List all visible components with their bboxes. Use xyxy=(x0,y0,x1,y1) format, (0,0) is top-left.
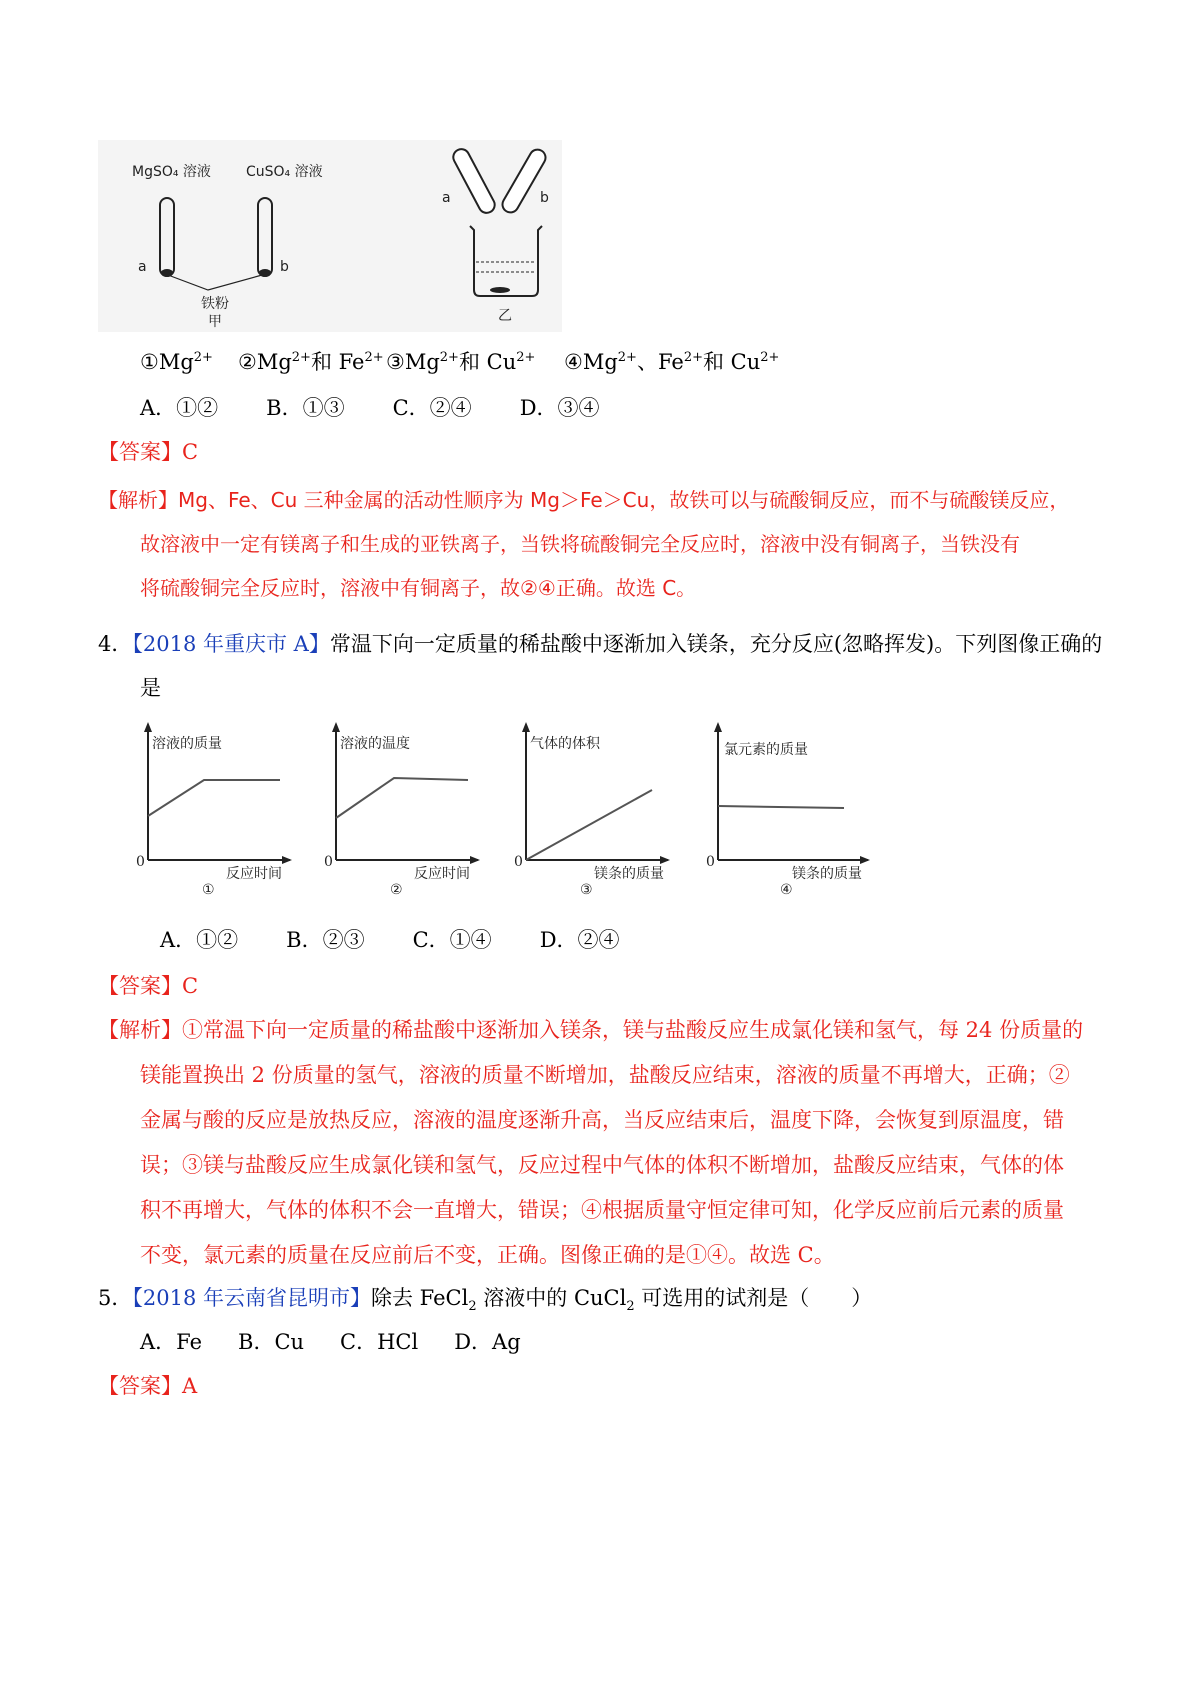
q5-option-a: A．Fe xyxy=(140,1330,203,1354)
analysis-line-6: 不变，氯元素的质量在反应前后不变，正确。图像正确的是①④。故选 C。 xyxy=(140,1243,835,1267)
analysis-label: 【解析】 xyxy=(98,488,178,512)
graph-3-ylabel: 气体的体积 xyxy=(530,736,600,752)
q5-option-d: D．Ag xyxy=(454,1330,521,1354)
graph-2-xlabel: 反应时间 xyxy=(414,866,470,882)
q4-option-d: D．②④ xyxy=(539,928,620,952)
yi-tube-a-label: a xyxy=(442,190,451,206)
q4-options xyxy=(160,926,668,954)
graph-2 xyxy=(318,720,480,904)
answer-label: 【答案】 xyxy=(98,440,182,464)
q4-stem xyxy=(98,630,1102,702)
analysis-line-3: 将硫酸铜完全反应时，溶液中有铜离子，故②④正确。故选 C。 xyxy=(140,576,697,600)
graph-3-xlabel: 镁条的质量 xyxy=(594,866,664,882)
answer-value: C xyxy=(182,440,199,464)
graph-4-ylabel: 氯元素的质量 xyxy=(724,742,808,758)
q5-option-c: C．HCl xyxy=(340,1330,419,1354)
analysis-line-3: 金属与酸的反应是放热反应，溶液的温度逐渐升高，当反应结束后，温度下降，会恢复到原温度，错 xyxy=(140,1108,1064,1132)
ion-choices xyxy=(140,348,779,376)
graph-1-origin: 0 xyxy=(136,854,145,870)
q5-number: 5． xyxy=(98,1286,133,1310)
tube-a-solution-label: MgSO₄ 溶液 xyxy=(132,164,211,180)
analysis-line-2: 镁能置换出 2 份质量的氢气，溶液的质量不断增加，盐酸反应结束，溶液的质量不再增大，正确；② xyxy=(140,1063,1070,1087)
q3-option-b: B．①③ xyxy=(266,396,345,420)
graph-4-origin: 0 xyxy=(706,854,715,870)
graph-3-curve xyxy=(526,790,652,860)
q4-option-b: B．②③ xyxy=(286,928,365,952)
graph-1-number: ① xyxy=(202,882,215,898)
analysis-line-1: ①常温下向一定质量的稀盐酸中逐渐加入镁条，镁与盐酸反应生成氯化镁和氢气，每 24 份质量的 xyxy=(182,1018,1084,1042)
graph-1-curve xyxy=(148,780,280,816)
yi-caption: 乙 xyxy=(498,308,512,324)
graph-2-curve xyxy=(336,778,468,818)
ion-choice-2: $②Mg^{2+}$和 $Fe^{2+}$ xyxy=(238,350,384,374)
graph-3-number: ③ xyxy=(580,882,593,898)
ion-choice-1: $①Mg^{2+}$ xyxy=(140,350,213,374)
graph-2-ylabel: 溶液的温度 xyxy=(340,736,410,752)
graph-1 xyxy=(130,720,292,904)
answer-value: C xyxy=(182,974,199,998)
jia-caption: 甲 xyxy=(208,314,222,330)
graph-2-number: ② xyxy=(390,882,403,898)
tube-a-label: a xyxy=(138,259,147,275)
analysis-line-2: 故溶液中一定有镁离子和生成的亚铁离子，当铁将硫酸铜完全反应时，溶液中没有铜离子，当铁没有 xyxy=(140,532,1020,556)
answer-label: 【答案】 xyxy=(98,974,182,998)
iron-powder-label: 铁粉 xyxy=(201,296,229,312)
q4-analysis xyxy=(98,1016,1083,1286)
q3-option-c: C．②④ xyxy=(392,396,472,420)
graph-4 xyxy=(700,720,872,904)
graph-3 xyxy=(508,720,670,904)
graph-4-number: ④ xyxy=(780,882,793,898)
analysis-line-4: 误；③镁与盐酸反应生成氯化镁和氢气，反应过程中气体的体积不断增加，盐酸反应结束，气体的体 xyxy=(140,1153,1064,1177)
q5-source: 【2018 年云南省昆明市】 xyxy=(132,1286,371,1310)
answer-label: 【答案】 xyxy=(98,1374,182,1398)
yi-tube-b-label: b xyxy=(540,190,549,206)
q4-source: 【2018 年重庆市 A】 xyxy=(132,632,330,656)
graph-3-origin: 0 xyxy=(514,854,523,870)
apparatus-figure xyxy=(98,140,562,332)
graph-2-origin: 0 xyxy=(324,854,333,870)
q4-stem-line-2: 是 xyxy=(140,676,161,700)
q4-stem-line-1: 常温下向一定质量的稀盐酸中逐渐加入镁条，充分反应(忽略挥发)。下列图像正确的 xyxy=(329,632,1103,656)
analysis-label: 【解析】 xyxy=(98,1018,182,1042)
q4-option-a: A．①② xyxy=(160,928,239,952)
q5-options xyxy=(140,1328,569,1356)
ion-choice-4: $④Mg^{2+}$、$Fe^{2+}$和 $Cu^{2+}$ xyxy=(564,350,780,374)
q5-option-b: B．Cu xyxy=(238,1330,305,1354)
q5-stem: 5．【2018 年云南省昆明市】除去 FeCl$_2$ 溶液中的 CuCl$_2$ 可选用的试剂是（ ） xyxy=(98,1286,873,1315)
tube-b-solution-label: CuSO₄ 溶液 xyxy=(246,164,323,180)
graph-1-xlabel: 反应时间 xyxy=(226,866,282,882)
graph-1-ylabel: 溶液的质量 xyxy=(152,736,222,752)
q3-option-a: A．①② xyxy=(140,396,219,420)
q4-answer xyxy=(98,972,198,1000)
ion-choice-3: $③Mg^{2+}$和 $Cu^{2+}$ xyxy=(386,350,536,374)
q3-option-d: D．③④ xyxy=(519,396,600,420)
q4-number: 4． xyxy=(98,632,133,656)
answer-value: A xyxy=(182,1374,198,1398)
analysis-line-5: 积不再增大，气体的体积不会一直增大，错误；④根据质量守恒定律可知，化学反应前后元素的质量 xyxy=(140,1198,1064,1222)
q3-options xyxy=(140,394,648,422)
q3-answer xyxy=(98,438,198,466)
tube-b-label: b xyxy=(280,259,289,275)
graph-4-xlabel: 镁条的质量 xyxy=(792,866,862,882)
q4-option-c: C．①④ xyxy=(412,928,492,952)
q3-analysis xyxy=(98,486,1069,618)
graph-4-curve xyxy=(718,806,844,808)
analysis-line-1: Mg、Fe、Cu 三种金属的活动性顺序为 Mg＞Fe＞Cu，故铁可以与硫酸铜反应，而不与硫酸镁反应， xyxy=(178,488,1070,512)
q5-answer xyxy=(98,1372,197,1400)
